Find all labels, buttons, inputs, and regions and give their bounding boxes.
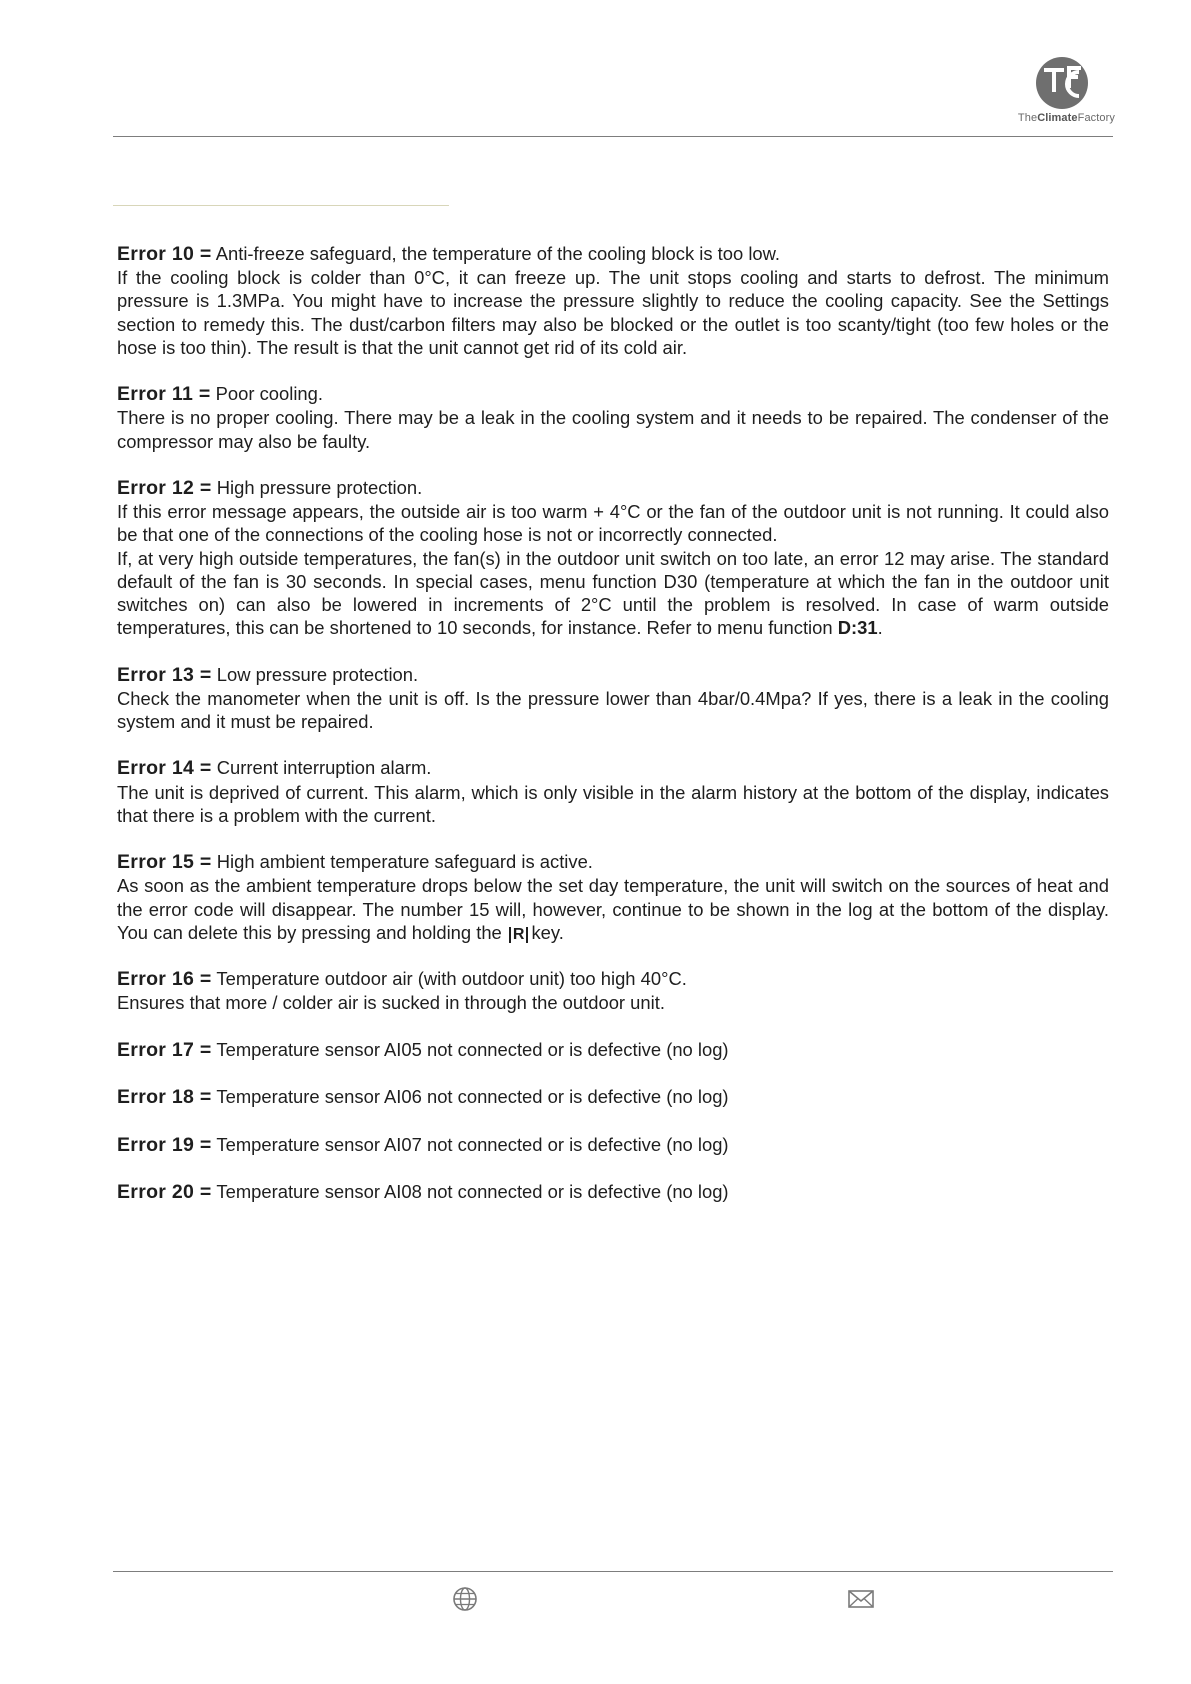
error-label: Error 12 =: [117, 477, 212, 499]
error-description: There is no proper cooling. There may be a leak in the cooling system and it needs to be repaired. The condenser of the compressor may also be faulty.: [117, 407, 1109, 452]
error-entry-14: [117, 756, 1109, 827]
error-entry-11: [117, 382, 1109, 453]
error-label: Error 18 =: [117, 1086, 212, 1109]
error-description: As soon as the ambient temperature drops below the set day temperature, the unit will switch on the sources of heat and the error code will disappear. The number 15 will, however, continue to be shown in the log at the bottom of the display. You can delete this by pressing and holding the: [117, 875, 1109, 943]
error-label: Error 20 =: [117, 1180, 212, 1203]
error-title: High pressure protection.: [216, 477, 423, 498]
error-label: Error 16 =: [117, 968, 212, 991]
error-label: Error 15 =: [117, 851, 212, 874]
error-entry-13: [117, 663, 1109, 734]
error-list: [117, 242, 1109, 1227]
error-label: Error 19 =: [117, 1133, 212, 1156]
error-entry-15: Error 15 = High ambient temperature safeguard is active. As soon as the ambient temperature drops below the set day temperature, the unit will switch on the sources of heat and the error code will disappear. The number 15 will, however, continue to be shown in the log at the bottom of the display. You can delete this by pressing and holding the R key.: [117, 851, 1109, 943]
error-title: Temperature outdoor air (with outdoor unit) too high 40°C.: [216, 968, 687, 990]
error-label: Error 13 =: [117, 663, 212, 686]
r-key-icon: R: [509, 927, 529, 943]
error-title: High ambient temperature safeguard is active.: [216, 851, 593, 873]
brand-name: TheClimateFactory: [1017, 112, 1115, 124]
error-title: Temperature sensor AI05 not connected or is defective (no log): [216, 1038, 729, 1060]
globe-icon[interactable]: [451, 1585, 479, 1613]
error-entry-19: [117, 1133, 1109, 1157]
error-description: If the cooling block is colder than 0°C, it can freeze up. The unit stops cooling and starts to defrost. The minimum pressure is 1.3MPa. You might have to increase the pressure slightly to reduce the cooling capacity. See the Settings section to remedy this. The dust/carbon filters may also be blocked or the outlet is too scanty/tight (too few holes or the hose is too thin). The result is that the unit cannot get rid of its cold air.: [117, 267, 1109, 358]
error-label: Error 17 =: [117, 1038, 212, 1061]
error-label: Error 11 =: [117, 383, 211, 406]
company-logo: [985, 56, 1115, 124]
error-title: Current interruption alarm.: [216, 757, 432, 779]
error-title: Anti-freeze safeguard, the temperature of the cooling block is too low.: [215, 243, 781, 264]
error-description: If this error message appears, the outside air is too warm + 4°C or the fan of the outdoor unit is not running. It could also be that one of the connections of the cooling hose is not or incorrectly connected.: [117, 501, 1109, 546]
mail-icon[interactable]: [847, 1585, 875, 1613]
menu-code: D:31: [837, 617, 878, 639]
error-entry-20: [117, 1180, 1109, 1204]
error-entry-10: [117, 242, 1109, 359]
error-entry-16: [117, 967, 1109, 1014]
error-entry-17: [117, 1038, 1109, 1062]
error-description: Ensures that more / colder air is sucked in through the outdoor unit.: [117, 992, 665, 1014]
error-entry-12: Error 12 = High pressure protection. If this error message appears, the outside air is too warm + 4°C or the fan of the outdoor unit is not running. It could also be that one of the connections of the cooling hose is not or incorrectly connected. If, at very high outside temperatures, the fan(s) in the outdoor unit switch on too late, an error 12 may arise. The standard default of the fan is 30 seconds. In special cases, menu function D30 (temperature at which the fan in the outdoor unit switches on) can also be lowered in increments of 2°C until the problem is resolved. In case of warm outside temperatures, this can be shortened to 10 seconds, for instance. Refer to menu function D:31.: [117, 477, 1109, 639]
error-description: Check the manometer when the unit is off. Is the pressure lower than 4bar/0.4Mpa? If yes, there is a leak in the cooling system and it must be repaired.: [117, 687, 1109, 733]
tcf-logo-icon: [1035, 56, 1089, 110]
error-description: If, at very high outside temperatures, the fan(s) in the outdoor unit switch on too late, an error 12 may arise. The standard default of the fan is 30 seconds. In special cases, menu function D30 (temperature at which the fan in the outdoor unit switches on) can also be lowered in increments of 2°C until the problem is resolved. In case of warm outside temperatures, this can be shortened to 10 seconds, for instance. Refer to menu function: [117, 547, 1109, 639]
error-title: Low pressure protection.: [216, 663, 419, 685]
error-title: Temperature sensor AI07 not connected or is defective (no log): [216, 1133, 729, 1155]
error-title: Poor cooling.: [215, 383, 324, 405]
error-title: Temperature sensor AI08 not connected or is defective (no log): [216, 1180, 729, 1202]
header-divider: [113, 136, 1113, 137]
error-title: Temperature sensor AI06 not connected or is defective (no log): [216, 1086, 729, 1108]
error-label: Error 10 =: [117, 243, 212, 265]
section-accent-line: [113, 205, 449, 206]
error-label: Error 14 =: [117, 757, 212, 780]
error-entry-18: [117, 1085, 1109, 1109]
error-description: The unit is deprived of current. This alarm, which is only visible in the alarm history at the bottom of the display, indicates that there is a problem with the current.: [117, 781, 1109, 826]
footer-divider: [113, 1571, 1113, 1572]
